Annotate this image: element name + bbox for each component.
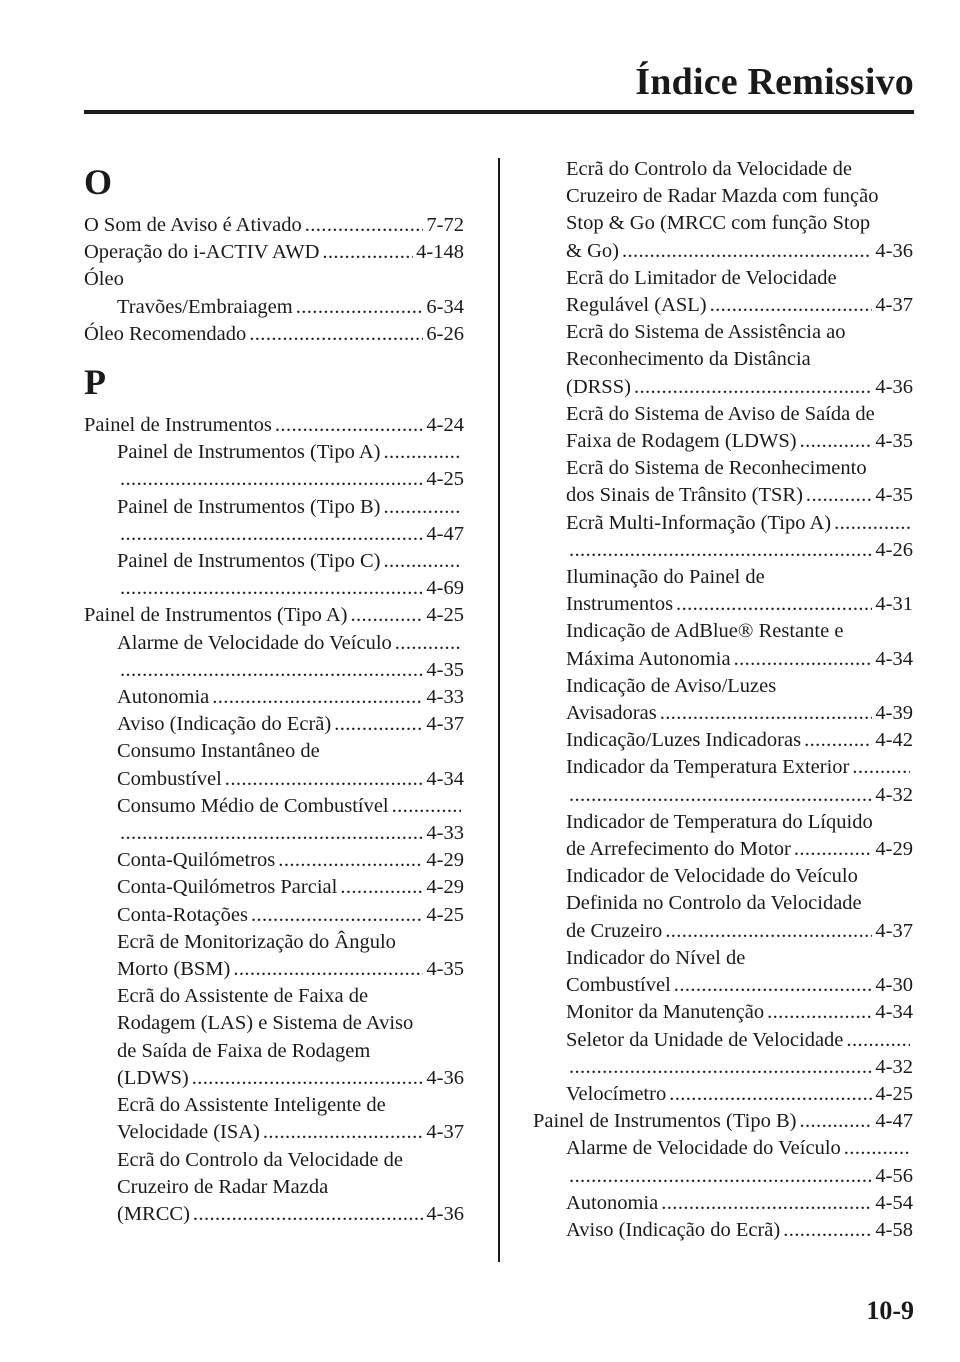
entry-text: Combustível — [566, 974, 671, 997]
entry-page: 4-42 — [875, 729, 913, 752]
index-subentry — [84, 1119, 464, 1146]
entry-text: Velocidade (ISA) — [117, 1121, 260, 1144]
entry-text: (LDWS) — [117, 1066, 189, 1089]
index-subentry — [533, 319, 913, 346]
index-subentry — [533, 428, 913, 455]
entry-text: Indicação de AdBlue® Restante e — [566, 620, 844, 643]
entry-text: Painel de Instrumentos (Tipo A) — [117, 441, 381, 464]
dot-leader — [569, 1054, 872, 1081]
index-subentry — [84, 521, 464, 548]
index-entry — [84, 239, 464, 266]
dot-leader — [120, 657, 423, 684]
entry-text: Rodagem (LAS) e Sistema de Aviso — [117, 1012, 414, 1035]
dot-leader — [120, 820, 423, 847]
entry-text: Consumo Instantâneo de — [117, 740, 320, 763]
index-subentry — [533, 673, 913, 700]
index-subentry — [84, 466, 464, 493]
entry-page: 4-36 — [875, 239, 913, 262]
dot-leader — [669, 1081, 872, 1108]
entry-page: 4-33 — [426, 822, 464, 845]
entry-text: Regulável (ASL) — [566, 294, 707, 317]
index-entry — [84, 602, 464, 629]
entry-page: 4-35 — [875, 430, 913, 453]
index-subentry — [84, 847, 464, 874]
entry-page: 4-37 — [875, 294, 913, 317]
index-subentry — [533, 1135, 913, 1162]
index-subentry — [533, 782, 913, 809]
entry-page: 4-36 — [875, 375, 913, 398]
dot-leader — [120, 575, 423, 602]
index-subentry — [533, 1217, 913, 1244]
index-subentry — [533, 1081, 913, 1108]
index-subentry — [533, 754, 913, 781]
entry-page: 4-47 — [875, 1110, 913, 1133]
entry-text: Conta-Rotações — [117, 903, 248, 926]
dot-leader — [794, 836, 873, 863]
entry-page: 4-36 — [426, 1066, 464, 1089]
entry-page: 4-26 — [875, 538, 913, 561]
index-subentry — [533, 374, 913, 401]
entry-text: Aviso (Indicação do Ecrã) — [566, 1218, 781, 1241]
entry-page: 4-37 — [875, 919, 913, 942]
index-column-right — [533, 156, 913, 1244]
entry-text: Indicador do Nível de — [566, 946, 746, 969]
dot-leader — [278, 847, 423, 874]
entry-page: 4-54 — [875, 1191, 913, 1214]
dot-leader — [395, 630, 461, 657]
entry-text: Monitor da Manutenção — [566, 1001, 765, 1024]
dot-leader — [799, 1108, 872, 1135]
dot-leader — [846, 1027, 910, 1054]
entry-text: Ecrã do Controlo da Velocidade de — [566, 158, 852, 180]
entry-text: Cruzeiro de Radar Mazda com função — [566, 185, 879, 208]
entry-text: O Som de Aviso é Ativado — [84, 214, 302, 236]
index-entry — [84, 266, 464, 293]
entry-text: Definida no Controlo da Velocidade — [566, 892, 862, 915]
entry-page: 4-25 — [426, 903, 464, 926]
entry-text: Painel de Instrumentos (Tipo C) — [117, 550, 381, 573]
index-subentry — [84, 494, 464, 521]
page-number: 10-9 — [866, 1296, 914, 1325]
dot-leader — [622, 238, 872, 265]
dot-leader — [322, 239, 413, 266]
entry-page: 4-30 — [875, 974, 913, 997]
entry-page: 4-32 — [875, 783, 913, 806]
dot-leader — [674, 972, 873, 999]
entry-page: 4-148 — [416, 241, 464, 264]
entry-text: de Saída de Faixa de Rodagem — [117, 1039, 371, 1062]
index-subentry — [533, 1027, 913, 1054]
dot-leader — [661, 1190, 872, 1217]
index-subentry — [533, 999, 913, 1026]
dot-leader — [634, 374, 872, 401]
dot-leader — [852, 754, 910, 781]
entry-text: de Arrefecimento do Motor — [566, 838, 791, 861]
entry-page: 4-25 — [426, 604, 464, 627]
dot-leader — [233, 956, 423, 983]
index-subentry — [84, 548, 464, 575]
index-entry — [84, 212, 464, 239]
dot-leader — [193, 1201, 424, 1228]
index-subentry — [84, 684, 464, 711]
index-subentry — [533, 700, 913, 727]
dot-leader — [334, 711, 423, 738]
index-subentry — [84, 1147, 464, 1174]
entry-page: 6-34 — [426, 295, 464, 318]
index-subentry — [84, 902, 464, 929]
entry-text: Alarme de Velocidade do Veículo — [566, 1137, 841, 1160]
entry-page: 4-35 — [426, 958, 464, 981]
entry-text: Conta-Quilómetros Parcial — [117, 876, 338, 899]
index-subentry — [84, 439, 464, 466]
entry-text: Indicação de Aviso/Luzes — [566, 674, 777, 697]
dot-leader — [844, 1135, 910, 1162]
index-subentry — [533, 646, 913, 673]
entry-page: 4-32 — [875, 1055, 913, 1078]
index-subentry — [533, 564, 913, 591]
dot-leader — [806, 482, 873, 509]
index-subentry — [84, 793, 464, 820]
entry-page: 4-33 — [426, 686, 464, 709]
dot-leader — [120, 466, 423, 493]
dot-leader — [192, 1065, 424, 1092]
index-entry — [84, 321, 464, 348]
entry-page: 4-25 — [875, 1082, 913, 1105]
dot-leader — [834, 510, 910, 537]
index-subentry — [533, 591, 913, 618]
entry-text: Ecrã Multi-Informação (Tipo A) — [566, 511, 832, 534]
entry-text: Autonomia — [566, 1191, 659, 1214]
entry-text: Seletor da Unidade de Velocidade — [566, 1028, 844, 1051]
entry-page: 4-34 — [426, 767, 464, 790]
entry-text: & Go) — [566, 239, 619, 262]
entry-text: Conta-Quilómetros — [117, 849, 276, 872]
entry-text: Travões/Embraiagem — [117, 295, 293, 318]
entry-page: 4-34 — [875, 647, 913, 670]
index-subentry — [533, 537, 913, 564]
index-subentry — [533, 618, 913, 645]
entry-text: Iluminação do Painel de — [566, 566, 765, 589]
dot-leader — [665, 918, 872, 945]
section-letter: O — [84, 162, 113, 202]
dot-leader — [263, 1119, 424, 1146]
index-subentry — [533, 455, 913, 482]
entry-text: Operação do i-ACTIV AWD — [84, 241, 320, 264]
entry-text: Ecrã do Sistema de Assistência ao — [566, 321, 846, 344]
dot-leader — [120, 521, 423, 548]
entry-text: Avisadoras — [566, 702, 657, 725]
dot-leader — [783, 1217, 872, 1244]
dot-leader — [710, 292, 873, 319]
index-subentry — [533, 510, 913, 537]
dot-leader — [383, 548, 461, 575]
entry-text: Consumo Médio de Combustível — [117, 794, 389, 817]
index-subentry — [533, 809, 913, 836]
dot-leader — [676, 591, 872, 618]
entry-text: Ecrã do Assistente Inteligente de — [117, 1094, 386, 1117]
index-subentry — [84, 983, 464, 1010]
column-divider — [498, 158, 500, 1262]
dot-leader — [569, 537, 872, 564]
entry-text: Óleo Recomendado — [84, 322, 247, 345]
dot-leader — [249, 321, 423, 348]
entry-text: dos Sinais de Trânsito (TSR) — [566, 484, 803, 507]
entry-text: (MRCC) — [117, 1202, 190, 1225]
entry-text: Instrumentos — [566, 593, 674, 616]
entry-page: 4-35 — [875, 484, 913, 507]
entry-text: Indicador de Temperatura do Líquido — [566, 810, 873, 833]
dot-leader — [734, 646, 873, 673]
entry-text: Painel de Instrumentos (Tipo B) — [117, 495, 381, 518]
dot-leader — [569, 1163, 872, 1190]
index-column-left — [84, 160, 464, 1228]
entry-page: 4-36 — [426, 1202, 464, 1225]
entry-text: Reconhecimento da Distância — [566, 348, 811, 371]
entry-text: Óleo — [84, 268, 124, 291]
dot-leader — [275, 412, 424, 439]
entry-text: Morto (BSM) — [117, 958, 231, 981]
entry-text: Máxima Autonomia — [566, 647, 731, 670]
index-subentry — [533, 918, 913, 945]
entry-text: Autonomia — [117, 686, 210, 709]
entry-text: Ecrã do Limitador de Velocidade — [566, 266, 837, 289]
index-subentry — [533, 292, 913, 319]
index-subentry — [533, 183, 913, 210]
dot-leader — [660, 700, 873, 727]
dot-leader — [569, 782, 872, 809]
index-subentry — [533, 156, 913, 183]
index-subentry — [533, 1190, 913, 1217]
entry-page: 4-34 — [875, 1001, 913, 1024]
index-subentry — [533, 945, 913, 972]
entry-page: 4-69 — [426, 577, 464, 600]
index-subentry — [533, 482, 913, 509]
index-subentry — [84, 1038, 464, 1065]
entry-text: de Cruzeiro — [566, 919, 663, 942]
index-subentry — [533, 972, 913, 999]
entry-text: Ecrã do Assistente de Faixa de — [117, 985, 369, 1008]
dot-leader — [392, 793, 461, 820]
index-subentry — [84, 1201, 464, 1228]
entry-page: 4-24 — [426, 414, 464, 437]
dot-leader — [251, 902, 423, 929]
entry-page: 4-25 — [426, 468, 464, 491]
index-subentry — [84, 766, 464, 793]
entry-text: (DRSS) — [566, 375, 631, 398]
index-subentry — [533, 210, 913, 237]
index-subentry — [84, 1092, 464, 1119]
dot-leader — [350, 602, 423, 629]
dot-leader — [305, 212, 424, 239]
index-subentry — [84, 820, 464, 847]
dot-leader — [804, 727, 872, 754]
dot-leader — [340, 874, 423, 901]
entry-text: Faixa de Rodagem (LDWS) — [566, 430, 797, 453]
dot-leader — [800, 428, 873, 455]
entry-text: Indicador de Velocidade do Veículo — [566, 865, 858, 888]
entry-page: 4-56 — [875, 1164, 913, 1187]
entry-text: Indicador da Temperatura Exterior — [566, 756, 850, 779]
entry-text: Indicação/Luzes Indicadoras — [566, 729, 802, 752]
index-entry — [84, 412, 464, 439]
entry-text: Aviso (Indicação do Ecrã) — [117, 713, 332, 736]
entry-page: 4-29 — [875, 838, 913, 861]
index-subentry — [84, 1010, 464, 1037]
index-subentry — [533, 1054, 913, 1081]
index-subentry — [84, 630, 464, 657]
index-subentry — [533, 727, 913, 754]
entry-text: Cruzeiro de Radar Mazda — [117, 1175, 329, 1198]
entry-text: Ecrã do Sistema de Reconhecimento — [566, 457, 867, 480]
index-subentry — [84, 874, 464, 901]
entry-text: Combustível — [117, 767, 222, 790]
index-subentry — [84, 738, 464, 765]
entry-page: 4-29 — [426, 876, 464, 899]
entry-page: 4-47 — [426, 522, 464, 545]
index-subentry — [84, 929, 464, 956]
entry-text: Ecrã de Monitorização do Ângulo — [117, 930, 396, 953]
index-subentry — [84, 657, 464, 684]
dot-leader — [212, 684, 423, 711]
index-subentry — [533, 863, 913, 890]
index-subentry — [84, 956, 464, 983]
entry-text: Alarme de Velocidade do Veículo — [117, 631, 392, 654]
entry-page: 4-37 — [426, 1121, 464, 1144]
entry-text: Ecrã do Sistema de Aviso de Saída de — [566, 402, 875, 425]
index-subentry — [84, 575, 464, 602]
index-subentry — [84, 294, 464, 321]
entry-page: 4-35 — [426, 658, 464, 681]
index-subentry — [533, 1163, 913, 1190]
index-subentry — [84, 1065, 464, 1092]
entry-page: 4-58 — [875, 1218, 913, 1241]
entry-page: 7-72 — [426, 214, 464, 236]
entry-page: 6-26 — [426, 322, 464, 345]
dot-leader — [383, 494, 461, 521]
dot-leader — [296, 294, 424, 321]
index-entry — [533, 1108, 913, 1135]
index-subentry — [84, 1174, 464, 1201]
index-subentry — [84, 711, 464, 738]
dot-leader — [383, 439, 461, 466]
page-title: Índice Remissivo — [635, 61, 914, 103]
index-subentry — [533, 890, 913, 917]
index-subentry — [533, 836, 913, 863]
entry-page: 4-31 — [875, 593, 913, 616]
entry-text: Painel de Instrumentos (Tipo B) — [533, 1110, 797, 1133]
entry-text: Ecrã do Controlo da Velocidade de — [117, 1148, 403, 1171]
index-subentry — [533, 265, 913, 292]
index-subentry — [533, 346, 913, 373]
header-rule — [84, 110, 914, 114]
entry-page: 4-29 — [426, 849, 464, 872]
section-letter: P — [84, 362, 106, 403]
entry-text: Velocímetro — [566, 1082, 667, 1105]
entry-page: 4-39 — [875, 702, 913, 725]
entry-text: Stop & Go (MRCC com função Stop — [566, 212, 871, 235]
entry-text: Painel de Instrumentos (Tipo A) — [84, 604, 348, 627]
entry-page: 4-37 — [426, 713, 464, 736]
index-subentry — [533, 401, 913, 428]
dot-leader — [767, 999, 872, 1026]
entry-text: Painel de Instrumentos — [84, 414, 272, 437]
index-subentry — [533, 238, 913, 265]
dot-leader — [225, 766, 424, 793]
